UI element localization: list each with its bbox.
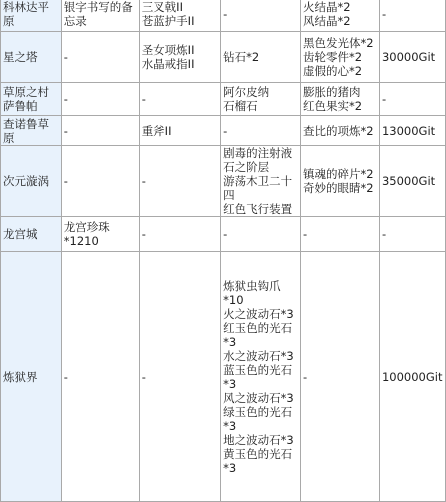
cell-text: -: [381, 7, 387, 21]
cell-text: -: [63, 174, 68, 188]
cell-text: 剧毒的注射液: [223, 146, 293, 160]
cell-text: 13000Git: [381, 123, 436, 138]
cell-text: -: [381, 227, 387, 241]
cell-text: 四: [223, 188, 235, 202]
cell-steal-item: [221, 217, 301, 252]
cell-equipment: [139, 0, 220, 32]
cell-equipment: [139, 32, 220, 83]
table-row: [1, 0, 446, 32]
cell-text: -: [63, 369, 68, 384]
cell-text: 蓝玉色的光石: [223, 362, 293, 377]
table-row: [1, 83, 446, 116]
cell-reward: [379, 83, 445, 116]
cell-reward: [379, 217, 445, 252]
table-row: [1, 252, 446, 502]
cell-reward: [379, 146, 445, 217]
cell-drop-item: [301, 0, 380, 32]
cell-reward: [379, 252, 445, 502]
cell-text: 圣女项炼II: [141, 43, 195, 57]
cell-text: 膨胀的猪肉: [303, 85, 361, 99]
cell-location: [1, 0, 62, 32]
cell-steal-item: [221, 83, 301, 116]
cell-location: [1, 217, 62, 252]
cell-text: -: [63, 123, 68, 138]
cell-text: *1210: [63, 234, 99, 248]
cell-text: -: [223, 7, 228, 21]
cell-text: 黑色发光体*2: [303, 36, 374, 50]
cell-text: 科林达平: [3, 0, 49, 14]
cell-equipment: [139, 252, 220, 502]
cell-text: 绿玉色的光石: [223, 404, 293, 419]
cell-location: [1, 116, 62, 146]
cell-steal-item: [221, 252, 301, 502]
cell-text: 查比的项炼*2: [303, 123, 374, 138]
cell-rare-item: [61, 83, 139, 116]
cell-text: 萨鲁帕: [3, 99, 38, 113]
cell-location: [1, 32, 62, 83]
cell-text: 星之塔: [3, 50, 38, 64]
cell-text: 炼狱虫钩爪: [223, 278, 281, 293]
cell-equipment: [139, 116, 220, 146]
cell-text: 黄玉色的光石: [223, 446, 293, 461]
cell-drop-item: [301, 83, 380, 116]
cell-steal-item: [221, 32, 301, 83]
cell-rare-item: [61, 116, 139, 146]
cell-text: -: [63, 50, 68, 64]
cell-rare-item: [61, 32, 139, 83]
cell-text: 忘录: [63, 14, 87, 28]
cell-text: 100000Git: [381, 369, 443, 384]
cell-text: 风之波动石*3: [223, 390, 294, 405]
cell-text: 龙宫珍珠: [63, 220, 110, 234]
cell-text: *10: [223, 292, 244, 307]
cell-text: 红色飞行装置: [223, 202, 293, 216]
cell-text: 阿尔皮纳: [223, 85, 270, 99]
cell-text: 查诺鲁草: [3, 116, 49, 131]
cell-text: 水晶戒指II: [141, 57, 195, 71]
table-row: [1, 217, 446, 252]
table-row: [1, 116, 446, 146]
cell-text: -: [141, 92, 146, 106]
cell-steal-item: [221, 0, 301, 32]
cell-text: *3: [223, 334, 237, 349]
cell-text: -: [223, 227, 228, 241]
cell-text: *3: [223, 376, 237, 391]
cell-text: 奇妙的眼睛*2: [303, 181, 374, 195]
cell-text: 石之阶层: [223, 160, 270, 174]
cell-reward: [379, 0, 445, 32]
cell-text: -: [63, 92, 68, 106]
cell-drop-item: [301, 116, 380, 146]
cell-text: 重斧II: [141, 123, 172, 138]
cell-location: [1, 83, 62, 116]
cell-drop-item: [301, 252, 380, 502]
cell-text: 原: [3, 130, 15, 145]
cell-text: 火之波动石*3: [223, 306, 294, 321]
cell-text: 35000Git: [381, 174, 436, 188]
cell-text: 苍蓝护手II: [141, 14, 195, 28]
cell-text: 草原之村: [3, 85, 49, 99]
cell-text: *3: [223, 418, 237, 433]
cell-steal-item: [221, 116, 301, 146]
cell-text: 石榴石: [223, 99, 258, 113]
table-row: [1, 146, 446, 217]
cell-text: -: [141, 369, 146, 384]
cell-text: 游荡木卫二十: [223, 174, 293, 188]
cell-equipment: [139, 146, 220, 217]
cell-text: 钻石*2: [223, 50, 260, 64]
cell-rare-item: [61, 252, 139, 502]
cell-drop-item: [301, 32, 380, 83]
cell-equipment: [139, 83, 220, 116]
cell-text: 红玉色的光石: [223, 320, 293, 335]
cell-drop-item: [301, 217, 380, 252]
cell-text: -: [141, 174, 146, 188]
cell-text: 齿轮零件*2: [303, 50, 363, 64]
cell-text: 原: [3, 14, 15, 28]
cell-text: 银字书写的备: [63, 0, 133, 14]
cell-text: 地之波动石*3: [223, 432, 294, 447]
cell-drop-item: [301, 146, 380, 217]
cell-rare-item: [61, 146, 139, 217]
cell-rare-item: [61, 217, 139, 252]
cell-text: *3: [223, 460, 237, 475]
cell-steal-item: [221, 146, 301, 217]
cell-text: -: [381, 92, 387, 106]
cell-text: -: [141, 227, 146, 241]
cell-text: 三叉戟II: [141, 0, 183, 14]
cell-text: 炼狱界: [3, 369, 38, 384]
cell-text: -: [223, 123, 228, 138]
cell-equipment: [139, 217, 220, 252]
cell-text: 火结晶*2: [303, 0, 351, 14]
table-row: [1, 32, 446, 83]
cell-text: 水之波动石*3: [223, 348, 294, 363]
cell-text: 红色果实*2: [303, 99, 363, 113]
cell-text: -: [303, 227, 308, 241]
cell-text: 龙宫城: [3, 227, 38, 241]
table-body: [1, 0, 446, 502]
cell-text: 风结晶*2: [303, 14, 351, 28]
cell-location: [1, 252, 62, 502]
cell-reward: [379, 32, 445, 83]
cell-text: -: [303, 369, 308, 384]
cell-rare-item: [61, 0, 139, 32]
cell-text: 次元漩涡: [3, 174, 49, 188]
cell-text: 虚假的心*2: [303, 64, 363, 78]
cell-text: 镇魂的碎片*2: [303, 167, 374, 181]
cell-reward: [379, 116, 445, 146]
cell-text: 30000Git: [381, 50, 436, 64]
cell-location: [1, 146, 62, 217]
